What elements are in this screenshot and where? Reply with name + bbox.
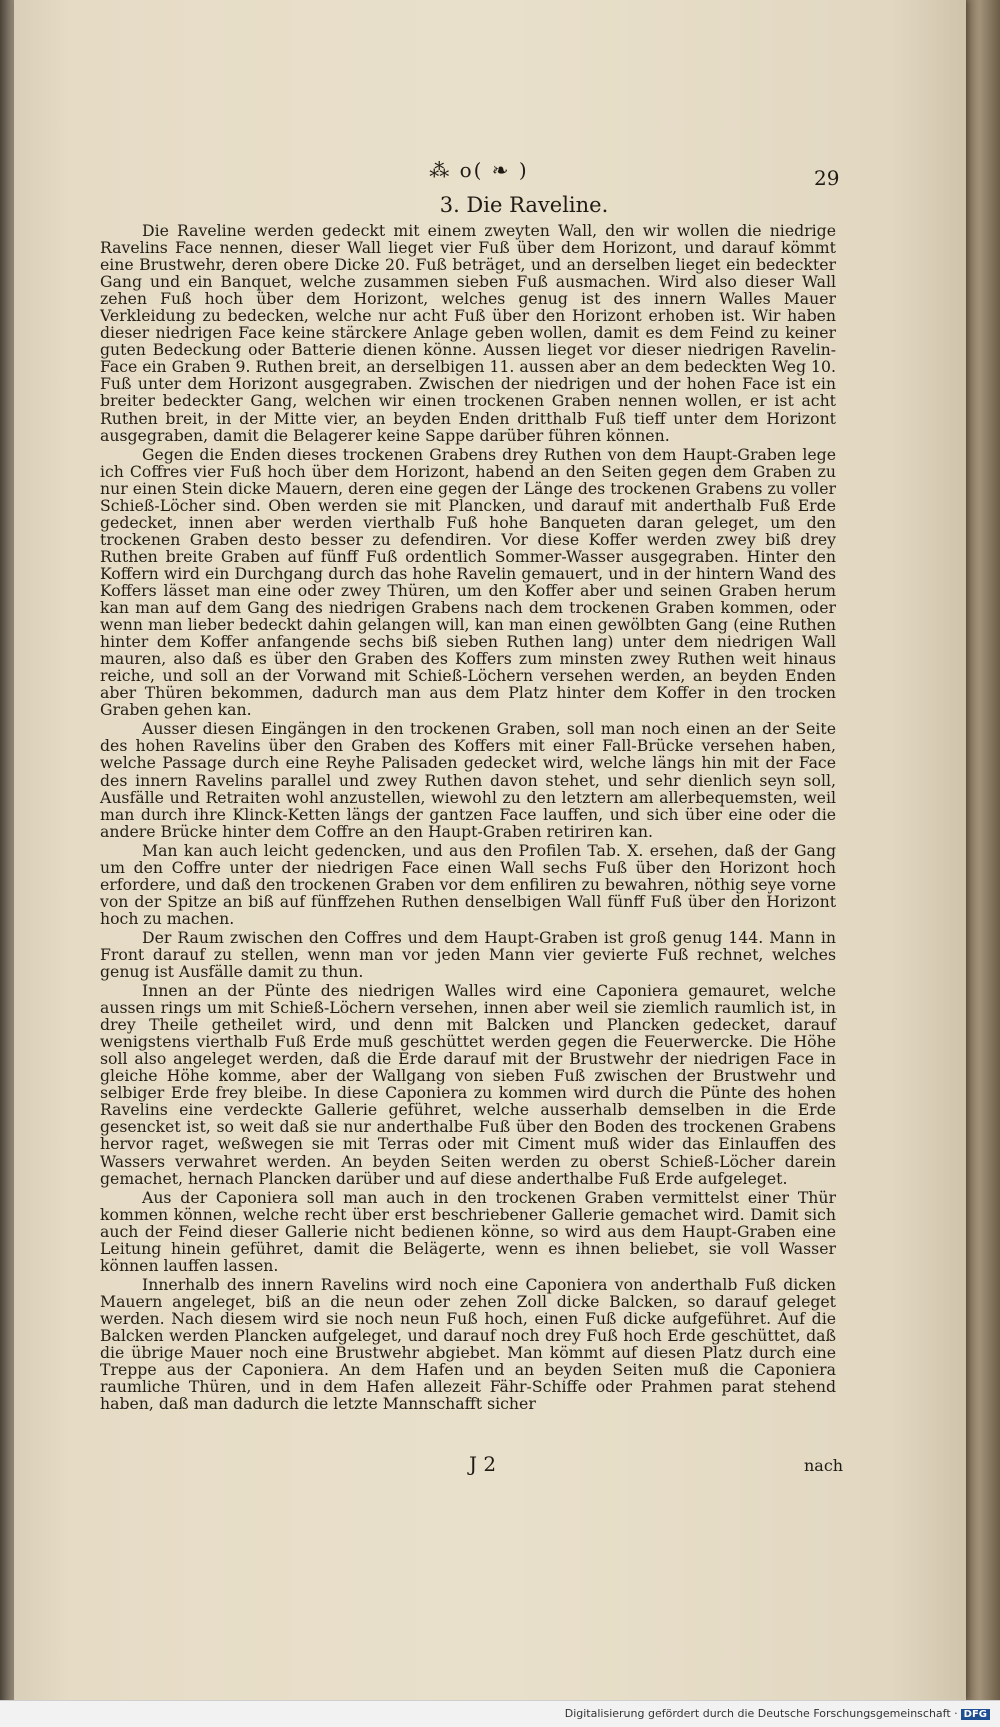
- header-ornament: ⁂ o( ❧ ): [429, 158, 529, 182]
- dfg-logo: DFG: [961, 1709, 990, 1720]
- scan-left-edge: [0, 0, 14, 1726]
- book-page-edges: [966, 0, 1000, 1700]
- paragraph: Man kan auch leicht gedencken, und aus den Profilen Tab. X. ersehen, daß der Gang um den Coffre unter der niedrigen Face einen Wall sechs Fuß über den Horizont hoch erfordere, und daß den trockenen Graben vor dem enfiliren zu bewahren, nöthig seye vorne von der Spitze an biß auf fünffzehen Ruthen denselbigen Wall fünff Fuß über den Horizont hoch zu machen.: [100, 840, 836, 928]
- paragraph: Gegen die Enden dieses trockenen Grabens drey Ruthen von dem Haupt-Graben lege ich Coffres vier Fuß hoch über dem Horizont, habend an den Seiten gegen dem Graben zu nur einen Stein dicke Mauern, deren eine gegen der Länge des trockenen Grabens zu voller Schieß-Löcher sind. Oben werden sie mit Plancken, und darauf mit anderthalb Fuß Erde gedecket, innen aber werden vierthalb Fuß hohe Banqueten daran geleget, um den trockenen Graben desto besser zu defendiren. Vor diese Koffer werden zwey biß drey Ruthen breite Graben auf fünff Fuß ordentlich Sommer-Wasser ausgegraben. Hinter den Koffern wird ein Durchgang durch das hohe Ravelin gemauert, und in der hintern Wand des Koffers lässet man eine oder zwey Thüren, um den Koffer aber und seinen Graben herum kan man auf dem Gang des niedrigen Grabens nach dem trockenen Graben kommen, oder wenn man lieber bedeckt dahin gelangen will, kan man einen gewölbten Gang (eine Ruthen hinter dem Koffer anfangende sechs biß sieben Ruthen lang) unter dem niedrigen Wall mauren, also daß es über den Graben des Koffers zum minsten zwey Ruthen weit hinaus reiche, und soll an der Vorwand mit Schieß-Löchern versehen werden, an beyden Enden aber Thüren bekommen, dadurch man aus dem Platz hinter dem Koffer in den trocken Graben gehen kan.: [100, 444, 836, 720]
- signature-mark: J 2: [469, 1452, 497, 1476]
- section-title: 3. Die Raveline.: [439, 193, 609, 217]
- digitization-credit: [565, 1707, 990, 1720]
- paragraph: Innerhalb des innern Ravelins wird noch eine Caponiera von anderthalb Fuß dicken Mauern angeleget, biß an die neun oder zehen Zoll dicke Balcken, so darauf geleget werden. Nach diesem wird sie noch neun Fuß hoch, einen Fuß dicke aufgeführet. Auf die Balcken werden Plancken aufgeleget, und darauf noch drey Fuß hoch Erde geschüttet, daß die übrige Mauer noch eine Brustwehr abgiebet. Man kömmt auf diesen Platz durch eine Treppe aus der Caponiera. An dem Hafen und an beyden Seiten muß die Caponiera raumliche Thüren, und in dem Hafen allezeit Fähr-Schiffe oder Prahmen parat stehend haben, daß man dadurch die letzte Mannschafft sicher: [100, 1274, 836, 1414]
- digitization-footer: [0, 1700, 1000, 1727]
- paragraph: Der Raum zwischen den Coffres und dem Haupt-Graben ist groß genug 144. Mann in Front darauf zu stellen, wenn man vor jeden Mann vier gevierte Fuß rechnet, welches genug ist Ausfälle damit zu thun.: [100, 927, 836, 982]
- page-number: 29: [814, 166, 840, 190]
- paragraph: Aus der Caponiera soll man auch in den trockenen Graben vermittelst einer Thür kommen können, welche recht über erst beschriebener Gallerie gemachet wird. Damit sich auch der Feind dieser Gallerie nicht bedienen könne, so wird aus dem Haupt-Graben eine Leitung hinein geführet, damit die Belägerte, wenn es ihnen beliebet, sie voll Wasser können lauffen lassen.: [100, 1187, 836, 1275]
- body-text: [100, 222, 836, 1414]
- book-page: [14, 0, 966, 1700]
- paragraph: Die Raveline werden gedeckt mit einem zweyten Wall, den wir wollen die niedrige Ravelins Face nennen, dieser Wall lieget vier Fuß über dem Horizont, und darauf kömmt eine Brustwehr, deren obere Dicke 20. Fuß beträget, und an derselben lieget ein bedeckter Gang und ein Banquet, welche zusammen sieben Fuß ausmachen. Wird also dieser Wall zehen Fuß hoch über dem Horizont, welches genug ist des innern Walles Mauer Verkleidung zu bedecken, welche nur acht Fuß über den Horizont erhoben ist. Wir haben dieser niedrigen Face keine stärckere Anlage geben wollen, damit es dem Feind zu keiner guten Bedeckung oder Batterie dienen könne. Aussen lieget vor dieser niedrigen Ravelin-Face ein Graben 9. Ruthen breit, an derselbigen 11. aussen aber an dem bedeckten Weg 10. Fuß unter dem Horizont ausgegraben. Zwischen der niedrigen und der hohen Face ist ein breiter bedeckter Gang, welchen wir einen trockenen Graben nennen wollen, er ist acht Ruthen breit, in der Mitte vier, an beyden Enden dritthalb Fuß tieff unter dem Horizont ausgegraben, damit die Belagerer keine Sappe darüber führen können.: [100, 221, 836, 445]
- paragraph: Innen an der Pünte des niedrigen Walles wird eine Caponiera gemauret, welche aussen rings um mit Schieß-Löchern versehen, innen aber weil sie ziemlich raumlich ist, in drey Theile getheilet wird, und denn mit Balcken und Plancken gedecket, darauf wenigstens vierthalb Fuß Erde muß geschüttet werden gegen die Feuerwercke. Die Höhe soll also angeleget werden, daß die Erde darauf mit der Brustwehr der niedrigen Face in gleiche Höhe komme, aber der Wallgang von sieben Fuß zwischen der Brustwehr und selbiger Erde frey bleibe. In diese Caponiera zu kommen wird durch die Pünte des hohen Ravelins eine verdeckte Gallerie geführet, welche ausserhalb demselben in die Erde gesencket ist, so weit daß sie nur anderthalbe Fuß über den Boden des trockenen Grabens hervor raget, weßwegen sie mit Terras oder mit Ciment muß wider das Einlauffen des Wassers verwahret werden. An beyden Seiten werden zu oberst Schieß-Löcher darein gemachet, hernach Plancken darüber und auf diese anderthalbe Fuß Erde aufgeleget.: [100, 981, 836, 1188]
- digitization-note: Digitalisierung gefördert durch die Deutsche Forschungsgemeinschaft ·: [564, 1707, 958, 1720]
- catchword: nach: [804, 1456, 844, 1475]
- paragraph: Ausser diesen Eingängen in den trockenen Graben, soll man noch einen an der Seite des hohen Ravelins über den Graben des Koffers mit einer Fall-Brücke versehen haben, welche Passage durch eine Reyhe Palisaden gedecket wird, welche längs hin mit der Face des innern Ravelins parallel und zwey Ruthen davon stehet, und sehr dienlich seyn soll, Ausfälle und Retraiten wohl anzustellen, wiewohl zu den letztern am allerbequemsten, weil man durch ihre Klinck-Ketten längs der gantzen Face lauffen, und sich über eine oder die andere Brücke hinter dem Coffre an den Haupt-Graben retiriren kan.: [100, 719, 836, 841]
